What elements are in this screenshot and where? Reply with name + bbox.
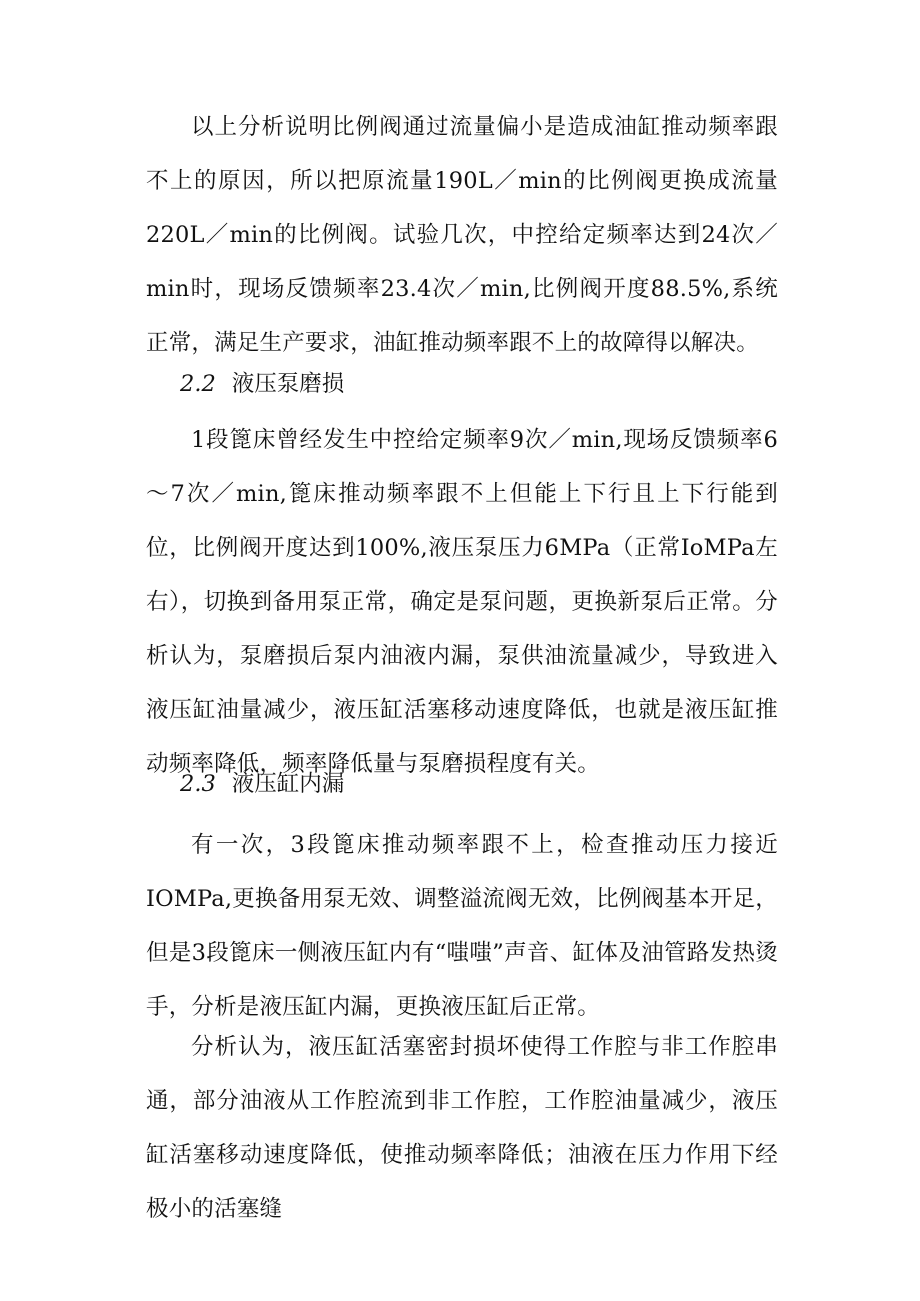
paragraph-cylinder-leak-case: 有一次，3段篦床推动频率跟不上，检查推动压力接近IOMPa,更换备用泵无效、调整溢流阀无效，比例阀基本开足，但是3段篦床一侧液压缸内有“嗤嗤”声音、缸体及油管路发热烫手，分析是液压缸内漏，更换液压缸后正常。 [146, 832, 778, 1020]
section-heading-cylinder-leak [180, 757, 344, 811]
section-title: 液压泵磨损 [231, 371, 345, 397]
paragraph-cylinder-leak-analysis: 分析认为，液压缸活塞密封损坏使得工作腔与非工作腔串通，部分油液从工作腔流到非工作腔，工作腔油量减少，液压缸活塞移动速度降低，使推动频率降低；油液在压力作用下经极小的活塞缝 [146, 1034, 778, 1222]
section-number: 2.3 [180, 771, 216, 797]
section-number: 2.2 [180, 371, 216, 397]
section-title: 液压缸内漏 [231, 771, 345, 797]
section-heading-pump-wear [180, 357, 344, 411]
paragraph-proportional-valve-analysis: 以上分析说明比例阀通过流量偏小是造成油缸推动频率跟不上的原因，所以把原流量190L／min的比例阀更换成流量220L／min的比例阀。试验几次，中控给定频率达到24次／min时，现场反馈频率23.4次／min,比例阀开度88.5%,系统正常，满足生产要求，油缸推动频率跟不上的故障得以解决。 [146, 114, 778, 356]
paragraph-pump-wear: 1段篦床曾经发生中控给定频率9次／min,现场反馈频率6～7次／min,篦床推动频率跟不上但能上下行且上下行能到位，比例阀开度达到100%,液压泵压力6MPa（正常IoMPa左右），切换到备用泵正常，确定是泵问题，更换新泵后正常。分析认为，泵磨损后泵内油液内漏，泵供油流量减少，导致进入液压缸油量减少，液压缸活塞移动速度降低，也就是液压缸推动频率降低，频率降低量与泵磨损程度有关。 [146, 427, 778, 777]
